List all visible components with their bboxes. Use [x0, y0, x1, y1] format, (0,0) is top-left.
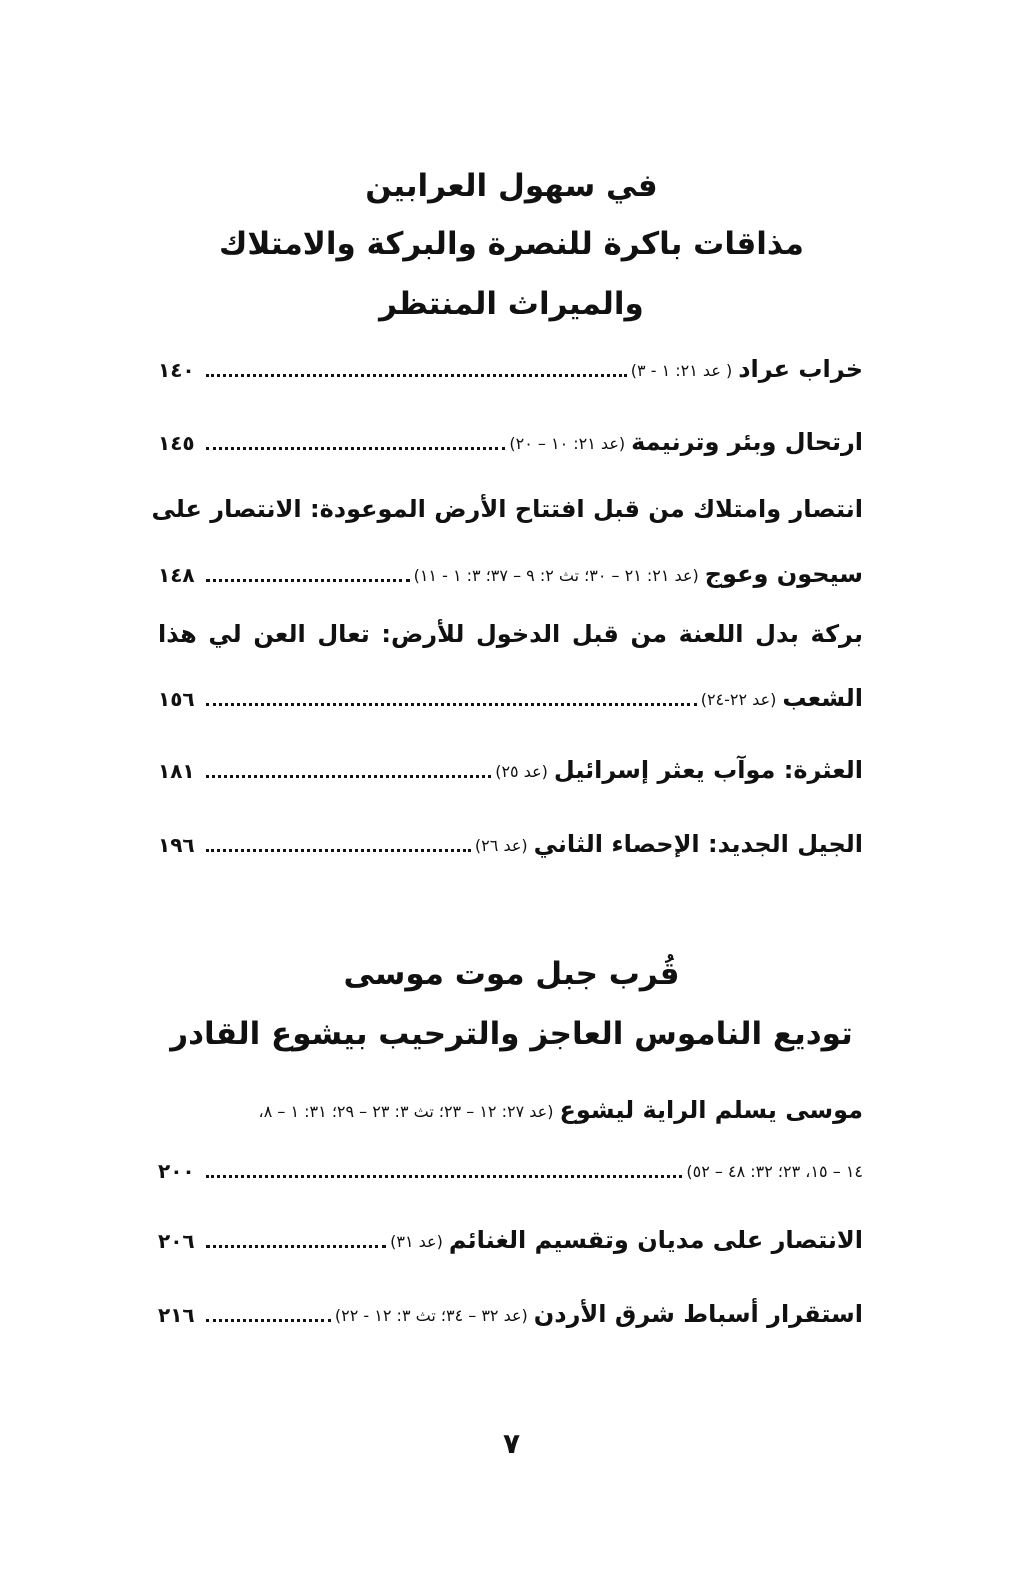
toc-entry-reference: (عد ٢٦) [474, 836, 528, 855]
toc-entry-title-line1: انتصار وامتلاك من قبل افتتاح الأرض الموعودة: الانتصار على [151, 495, 863, 523]
toc-entry [158, 1216, 863, 1260]
toc-entry-reference: (عد ٢٧: ١٢ – ٢٣؛ تث ٣: ٢٣ – ٢٩؛ ٣١: ١ – ٨، [258, 1102, 554, 1121]
toc-entry-reference: (عد ٢١: ٢١ – ٣٠؛ تث ٢: ٩ – ٣٧؛ ٣: ١ - ١١) [413, 566, 699, 585]
toc-entry [158, 418, 863, 462]
toc-entry-title: الشعب [782, 684, 863, 712]
section1-heading-2: مذاقات باكرة للنصرة والبركة والامتلاك [218, 226, 805, 262]
toc-entry-line1 [158, 1086, 863, 1130]
toc-entry-reference: (عد ٣١) [390, 1232, 443, 1251]
toc-entry-title: خراب عراد [738, 355, 863, 383]
toc-entry-title: موسى يسلم الراية ليشوع [559, 1096, 863, 1124]
toc-entry-page: ١٨١ [158, 759, 195, 783]
toc-entry-title: العثرة: موآب يعثر إسرائيل [553, 756, 863, 784]
dot-leader [206, 1319, 331, 1322]
toc-entry-page: ١٤٠ [158, 358, 195, 382]
toc-entry [158, 746, 863, 790]
toc-entry-title: استقرار أسباط شرق الأردن [533, 1300, 863, 1328]
toc-entry-title: ارتحال وبئر وترنيمة [631, 428, 863, 456]
toc-entry-reference: (عد ٢٥) [495, 762, 548, 781]
toc-entry-reference: ( عد ٢١: ١ - ٣) [630, 361, 733, 380]
toc-entry-page: ١٤٨ [158, 563, 195, 587]
toc-entry-title: سيحون وعوج [704, 560, 863, 588]
section2-heading-1: قُرب جبل موت موسى [343, 956, 680, 992]
toc-entry-reference: (عد ٣٢ – ٣٤؛ تث ٣: ١٢ - ٢٢) [334, 1306, 528, 1325]
toc-entry-reference: (عد ٢٢-٢٤) [700, 690, 777, 709]
toc-entry-reference: (عد ٢١: ١٠ – ٢٠) [509, 434, 626, 453]
dot-leader [206, 579, 410, 582]
section1-heading-1: في سهول العرابين [365, 168, 658, 204]
section1-heading-3: والميراث المنتظر [379, 286, 644, 322]
toc-entry-page: ١٩٦ [158, 833, 195, 857]
toc-entry-title-line1: بركة بدل اللعنة من قبل الدخول للأرض: تعال العن لي هذا [158, 620, 863, 648]
toc-entry [158, 1290, 863, 1334]
toc-entry [158, 1146, 863, 1190]
section2-heading-2: توديع الناموس العاجز والترحيب بيشوع القادر [170, 1016, 853, 1052]
toc-entry [158, 820, 863, 864]
dot-leader [206, 447, 505, 450]
toc-entry-page: ٢٠٦ [158, 1229, 195, 1253]
toc-entry-page: ١٥٦ [158, 687, 195, 711]
page-number: ٧ [502, 1427, 521, 1460]
dot-leader [206, 703, 697, 706]
toc-entry-page: ٢٠٠ [158, 1159, 195, 1183]
toc-entry-reference-continued: ١٤ – ١٥، ٢٣؛ ٣٢: ٤٨ – ٥٢) [686, 1162, 863, 1181]
toc-entry-title: الجيل الجديد: الإحصاء الثاني [533, 830, 863, 858]
dot-leader [206, 374, 627, 377]
toc-entry [158, 345, 863, 389]
toc-entry [158, 550, 863, 594]
dot-leader [206, 849, 471, 852]
toc-entry [158, 674, 863, 718]
toc-entry-page: ١٤٥ [158, 431, 195, 455]
toc-entry-title: الانتصار على مديان وتقسيم الغنائم [448, 1226, 863, 1254]
dot-leader [206, 1245, 386, 1248]
dot-leader [206, 1175, 682, 1178]
dot-leader [206, 775, 491, 778]
toc-entry-page: ٢١٦ [158, 1303, 195, 1327]
